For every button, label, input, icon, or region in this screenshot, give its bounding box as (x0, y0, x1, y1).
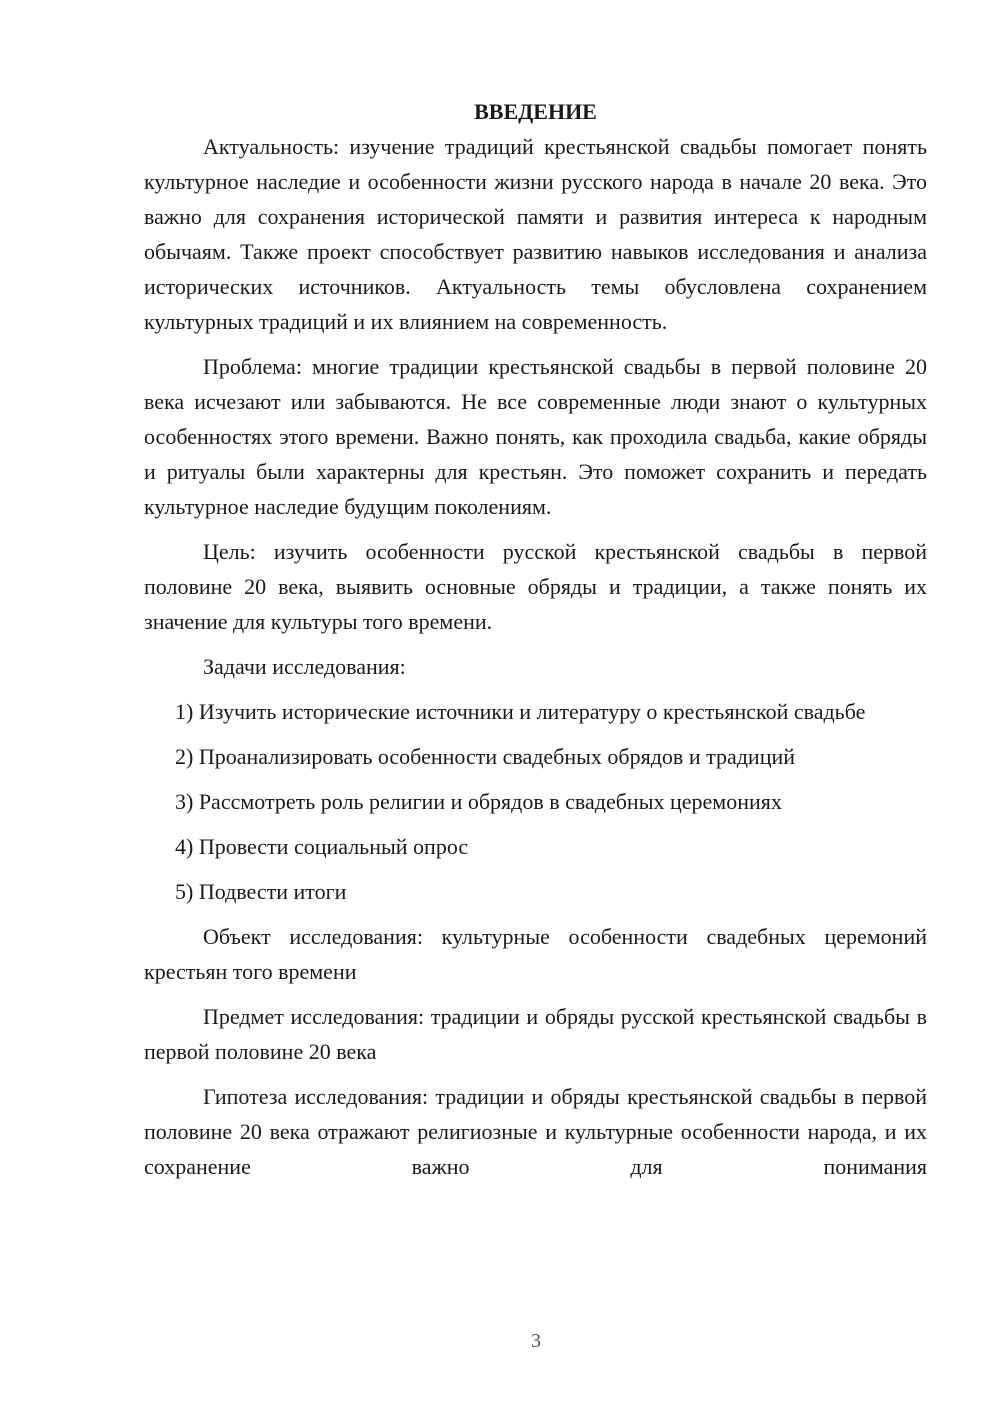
subject-paragraph: Предмет исследования: традиции и обряды русской крестьянской свадьбы в первой половине 20 века (144, 1004, 927, 1064)
list-item: 4) Провести социальный опрос (175, 834, 469, 859)
list-item: 2) Проанализировать особенности свадебных обрядов и традиций (175, 744, 796, 769)
list-item: 1) Изучить исторические источники и литературу о крестьянской свадьбе (175, 699, 866, 724)
page-title: ВВЕДЕНИЕ (474, 99, 597, 124)
hypothesis-paragraph: Гипотеза исследования: традиции и обряды крестьянской свадьбы в первой половине 20 века отражают религиозные и культурные особенности народа, и их сохранение важно для понимания (144, 1084, 927, 1179)
tasks-list (144, 694, 927, 909)
problem-paragraph: Проблема: многие традиции крестьянской свадьбы в первой половине 20 века исчезают или забываются. Не все современные люди знают о культурных особенностях этого времени. Важно понять, как проходила свадьба, какие обряды и ритуалы были характерны для крестьян. Это поможет сохранить и передать культурное наследие будущим поколениям. (144, 354, 927, 519)
list-item: 3) Рассмотреть роль религии и обрядов в свадебных церемониях (175, 789, 782, 814)
list-item: 5) Подвести итоги (175, 879, 347, 904)
document-page (144, 94, 927, 1184)
tasks-heading: Задачи исследования: (203, 654, 406, 679)
relevance-paragraph: Актуальность: изучение традиций крестьянской свадьбы помогает понять культурное наследие и особенности жизни русского народа в начале 20 века. Это важно для сохранения исторической памяти и развития интереса к народным обычаям. Также проект способствует развитию навыков исследования и анализа исторических источников. Актуальность темы обусловлена сохранением культурных традиций и их влиянием на современность. (144, 134, 927, 334)
goal-paragraph: Цель: изучить особенности русской крестьянской свадьбы в первой половине 20 века, выявить основные обряды и традиции, а также понять их значение для культуры того времени. (144, 539, 927, 634)
page-number: 3 (531, 1330, 541, 1352)
object-paragraph: Объект исследования: культурные особенности свадебных церемоний крестьян того времени (144, 924, 927, 984)
